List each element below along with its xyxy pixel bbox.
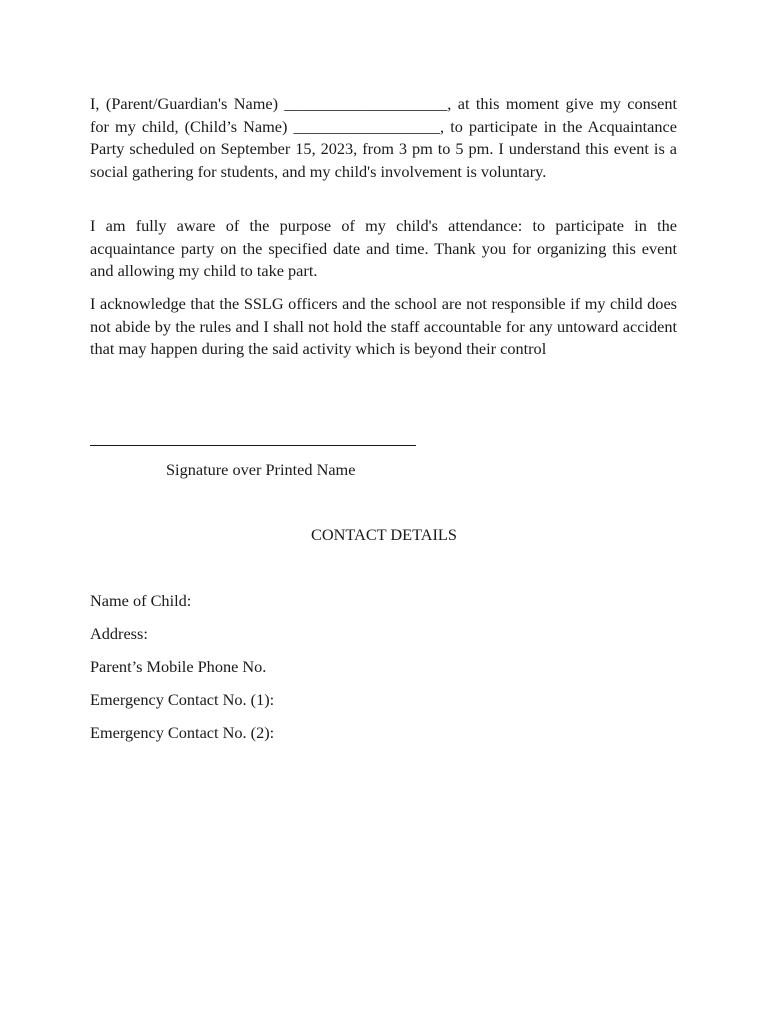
consent-paragraph-2: I am fully aware of the purpose of my child's attendance: to participate in the acquaintance party on the specified date and time. Thank you for organizing this event and allowing my child to take part. xyxy=(90,216,677,281)
contact-field-list xyxy=(90,590,274,755)
field-emergency-contact-1: Emergency Contact No. (1): xyxy=(90,690,275,709)
field-parent-mobile: Parent’s Mobile Phone No. xyxy=(90,657,267,676)
field-emergency-contact-2: Emergency Contact No. (2): xyxy=(90,723,275,742)
field-name-of-child: Name of Child: xyxy=(90,591,192,610)
signature-line xyxy=(90,445,416,446)
signature-label: Signature over Printed Name xyxy=(166,460,356,479)
consent-paragraph-1: I, (Parent/Guardian's Name) ____________________, at this moment give my consent for my child, (Child’s Name) __________________, to participate in the Acquaintance Party scheduled on September 15, 2023, from 3 pm to 5 pm. I understand this event is a social gathering for students, and my child's involvement is voluntary. xyxy=(90,94,677,181)
consent-paragraph-3: I acknowledge that the SSLG officers and the school are not responsible if my child does not abide by the rules and I shall not hold the staff accountable for any untoward accident that may happen during the said activity which is beyond their control xyxy=(90,294,677,359)
contact-details-heading: CONTACT DETAILS xyxy=(311,525,457,544)
field-address: Address: xyxy=(90,624,148,643)
